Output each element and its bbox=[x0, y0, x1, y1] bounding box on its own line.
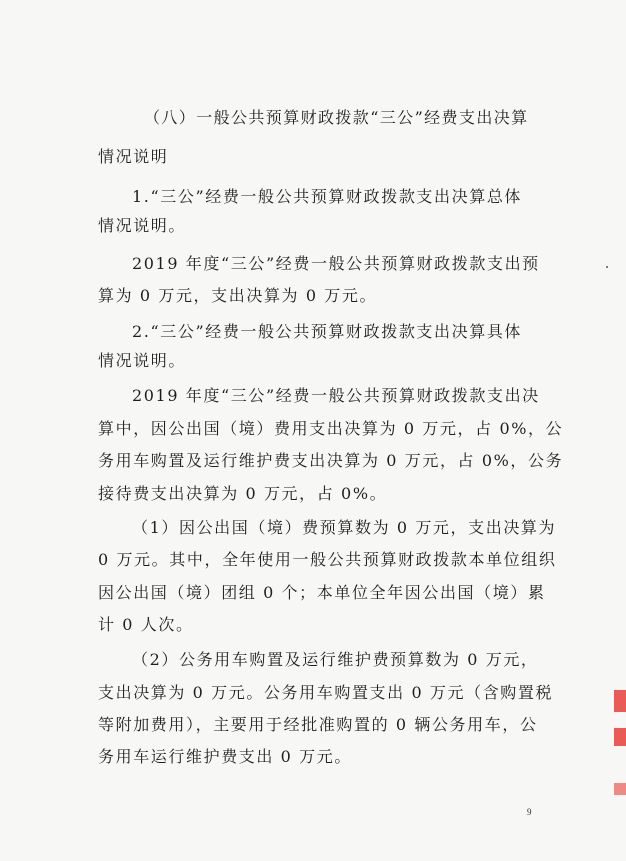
subheading-2: 2.“三公”经费一般公共预算财政拨款支出决算具体 bbox=[132, 322, 523, 341]
paragraph-line: 计 0 人次。 bbox=[98, 615, 194, 634]
seal-fragment bbox=[614, 783, 626, 795]
paragraph-line: 因公出国（境）团组 0 个；本单位全年因公出国（境）累 bbox=[98, 583, 546, 602]
page-number: 9 bbox=[527, 807, 532, 817]
subheading-2-cont: 情况说明。 bbox=[98, 351, 187, 370]
paragraph-line: 务用车购置及运行维护费支出决算为 0 万元，占 0%，公务 bbox=[98, 451, 564, 470]
paragraph-line: 算中，因公出国（境）费用支出决算为 0 万元，占 0%，公 bbox=[98, 419, 564, 438]
paragraph-line: （2）公务用车购置及运行维护费预算数为 0 万元， bbox=[132, 650, 539, 669]
section-heading-cont: 情况说明 bbox=[98, 147, 169, 166]
seal-fragment bbox=[614, 728, 626, 746]
subheading-1: 1.“三公”经费一般公共预算财政拨款支出决算总体 bbox=[132, 187, 523, 206]
subheading-1-cont: 情况说明。 bbox=[98, 216, 187, 235]
paragraph-line: 等附加费用），主要用于经批准购置的 0 辆公务用车，公 bbox=[98, 715, 538, 734]
paragraph-line: （1）因公出国（境）费预算数为 0 万元，支出决算为 bbox=[132, 518, 557, 537]
paragraph-line: 2019 年度“三公”经费一般公共预算财政拨款支出决 bbox=[132, 386, 540, 405]
seal-fragment bbox=[614, 690, 626, 712]
paragraph-line: 算为 0 万元，支出决算为 0 万元。 bbox=[98, 286, 378, 305]
paragraph-line: 接待费支出决算为 0 万元，占 0%。 bbox=[98, 484, 388, 503]
paragraph-line: 支出决算为 0 万元。公务用车购置支出 0 万元（含购置税 bbox=[98, 683, 554, 702]
section-heading: （八）一般公共预算财政拨款“三公”经费支出决算 bbox=[144, 108, 529, 127]
paragraph-line: 务用车运行维护费支出 0 万元。 bbox=[98, 747, 352, 766]
paragraph-line: 0 万元。其中，全年使用一般公共预算财政拨款本单位组织 bbox=[98, 550, 557, 569]
scan-speck bbox=[606, 266, 608, 268]
paragraph-line: 2019 年度“三公”经费一般公共预算财政拨款支出预 bbox=[132, 254, 540, 273]
